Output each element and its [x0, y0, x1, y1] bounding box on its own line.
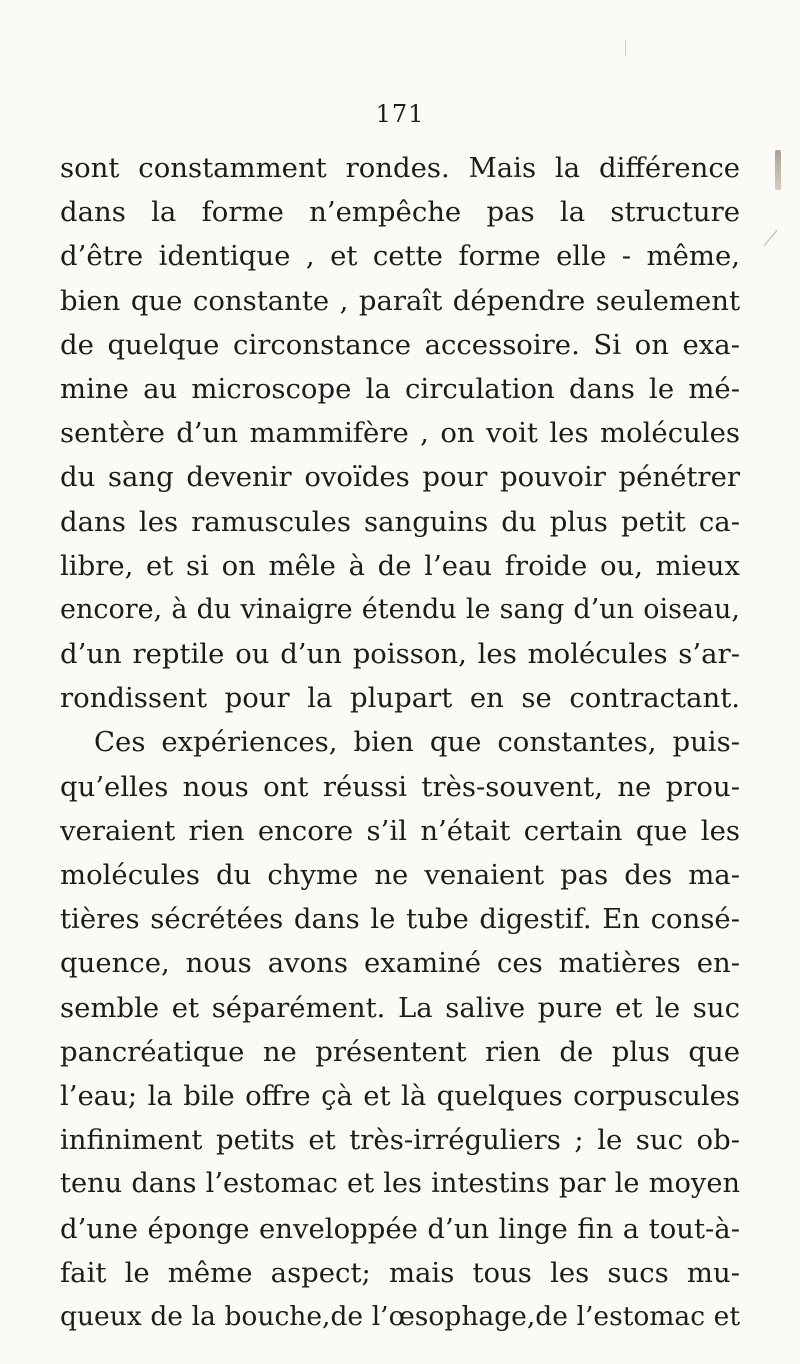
- text-line: veraient rien encore s’il n’était certain que les: [60, 814, 740, 847]
- text-line: d’être identique , et cette forme elle - même,: [60, 240, 740, 273]
- margin-pencil-mark: [764, 230, 778, 246]
- text-line: semble et séparément. La salive pure et le suc: [60, 991, 740, 1024]
- text-line: quence, nous avons examiné ces matières en-: [60, 947, 740, 980]
- text-line: libre, et si on mêle à de l’eau froide ou, mieux: [60, 549, 740, 582]
- body-text: [60, 146, 740, 1339]
- text-line: de quelque circonstance accessoire. Si on exa-: [60, 328, 740, 361]
- text-line: sont constamment rondes. Mais la différence: [60, 152, 740, 184]
- text-line: molécules du chyme ne venaient pas des ma-: [60, 859, 740, 891]
- text-line: rondissent pour la plupart en se contractant.: [60, 682, 740, 715]
- text-line: d’un reptile ou d’un poisson, les molécules s’ar-: [60, 638, 740, 671]
- text-line: dans les ramuscules sanguins du plus petit ca-: [60, 505, 740, 538]
- text-line: infiniment petits et très-irréguliers ; le suc ob-: [60, 1124, 740, 1157]
- text-line: qu’elles nous ont réussi très-souvent, ne prou-: [60, 770, 740, 803]
- text-line: d’une éponge enveloppée d’un linge fin a tout-à-: [60, 1212, 740, 1245]
- text-line: sentère d’un mammifère , on voit les molécules: [60, 417, 740, 450]
- page-number: 171: [375, 100, 425, 128]
- text-line: pancréatique ne présentent rien de plus que: [60, 1035, 740, 1068]
- text-line: du sang devenir ovoïdes pour pouvoir pénétrer: [60, 461, 740, 494]
- text-line: dans la forme n’empêche pas la structure: [60, 196, 740, 229]
- text-line: bien que constante , paraît dépendre seulement: [60, 284, 740, 317]
- margin-stain: [775, 150, 781, 190]
- text-line: fait le même aspect; mais tous les sucs mu-: [60, 1256, 740, 1289]
- text-line: mine au microscope la circulation dans le mé-: [60, 372, 740, 405]
- paper-mark: [625, 40, 626, 56]
- text-line: encore, à du vinaigre étendu le sang d’un oiseau,: [60, 593, 740, 625]
- text-line: tenu dans l’estomac et les intestins par le moyen: [60, 1168, 740, 1200]
- text-line: l’eau; la bile offre çà et là quelques corpuscules: [60, 1079, 740, 1112]
- text-line: queux de la bouche,de l’œsophage,de l’estomac et: [60, 1300, 740, 1332]
- text-line: tières sécrétées dans le tube digestif. En consé-: [60, 903, 740, 936]
- paragraph-start-line: Ces expériences, bien que constantes, puis-: [94, 726, 740, 759]
